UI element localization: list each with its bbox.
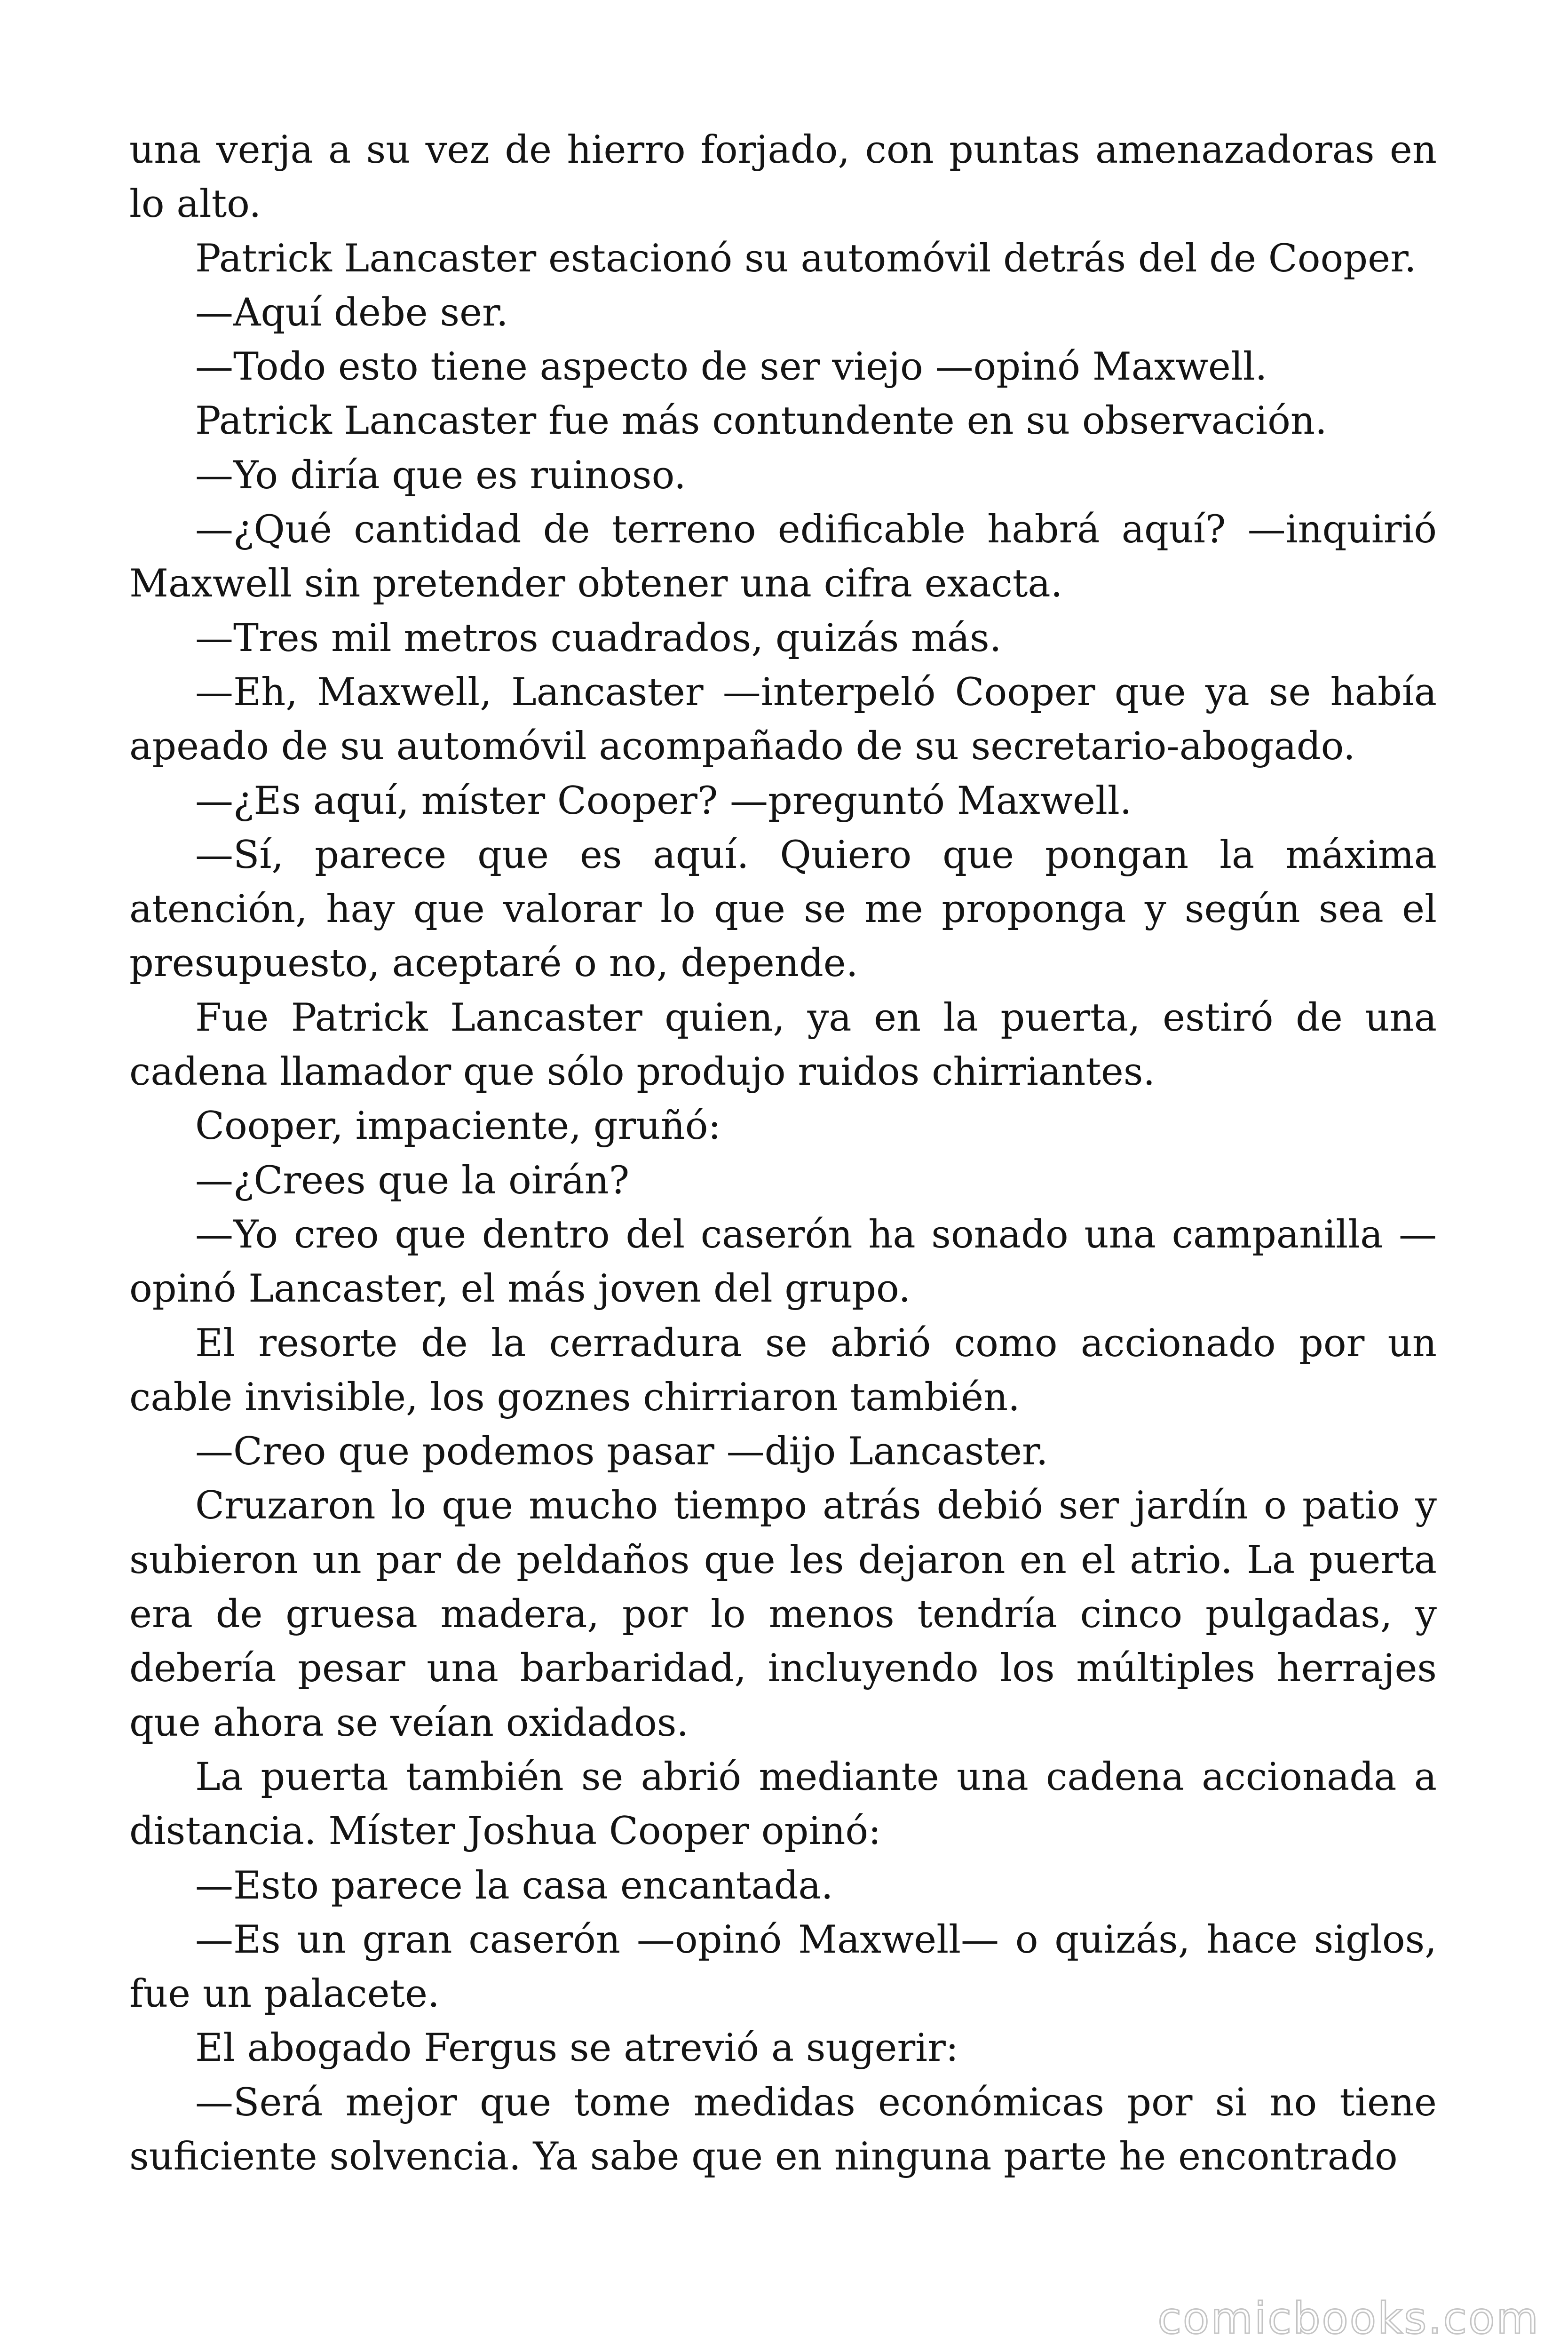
paragraph: Cruzaron lo que mucho tiempo atrás debió ser jardín o patio y subieron un par de peldaños que les dejaron en el atrio. La puerta era de gruesa madera, por lo menos tendría cinco pulgadas, y debería pesar una barbaridad, incluyendo los múltiples herrajes que ahora se veían oxidados. bbox=[129, 1484, 1437, 1745]
paragraph: —¿Crees que la oirán? bbox=[195, 1158, 630, 1203]
paragraph: —Esto parece la casa encantada. bbox=[195, 1863, 833, 1908]
paragraph: —Será mejor que tome medidas económicas por si no tiene suficiente solvencia. Ya sabe que en ninguna parte he encontrado bbox=[129, 2080, 1437, 2179]
watermark: comicbooks.com bbox=[1157, 2293, 1540, 2344]
paragraph: —Eh, Maxwell, Lancaster —interpeló Cooper que ya se había apeado de su automóvil acompañado de su secretario-abogado. bbox=[129, 670, 1437, 769]
paragraph: El resorte de la cerradura se abrió como accionado por un cable invisible, los goznes chirriaron también. bbox=[129, 1321, 1437, 1420]
paragraph: —Yo diría que es ruinoso. bbox=[195, 453, 686, 498]
paragraph: —Sí, parece que es aquí. Quiero que pongan la máxima atención, hay que valorar lo que se me proponga y según sea el presupuesto, aceptaré o no, depende. bbox=[129, 833, 1437, 986]
paragraph: —¿Qué cantidad de terreno edificable habrá aquí? —inquirió Maxwell sin pretender obtener una cifra exacta. bbox=[129, 508, 1437, 606]
body-text bbox=[129, 123, 1437, 2184]
paragraph: —Yo creo que dentro del caserón ha sonado una campanilla —opinó Lancaster, el más joven del grupo. bbox=[129, 1212, 1437, 1311]
paragraph: —Creo que podemos pasar —dijo Lancaster. bbox=[195, 1430, 1048, 1474]
paragraph: Fue Patrick Lancaster quien, ya en la puerta, estiró de una cadena llamador que sólo produjo ruidos chirriantes. bbox=[129, 995, 1437, 1095]
paragraph: —Aquí debe ser. bbox=[195, 290, 508, 335]
paragraph: una verja a su vez de hierro forjado, con puntas amenazadoras en lo alto. bbox=[129, 128, 1437, 227]
paragraph: —¿Es aquí, míster Cooper? —preguntó Maxwell. bbox=[195, 779, 1132, 823]
paragraph: Cooper, impaciente, gruñó: bbox=[195, 1104, 721, 1149]
paragraph: —Tres mil metros cuadrados, quizás más. bbox=[195, 616, 1002, 660]
paragraph: El abogado Fergus se atrevió a sugerir: bbox=[195, 2026, 959, 2071]
paragraph: Patrick Lancaster estacionó su automóvil detrás del de Cooper. bbox=[195, 236, 1417, 281]
paragraph: Patrick Lancaster fue más contundente en su observación. bbox=[195, 399, 1327, 444]
paragraph: —Todo esto tiene aspecto de ser viejo —opinó Maxwell. bbox=[195, 345, 1267, 389]
paragraph: —Es un gran caserón —opinó Maxwell— o quizás, hace siglos, fue un palacete. bbox=[129, 1917, 1437, 2017]
paragraph: La puerta también se abrió mediante una cadena accionada a distancia. Míster Joshua Cooper opinó: bbox=[129, 1755, 1437, 1854]
